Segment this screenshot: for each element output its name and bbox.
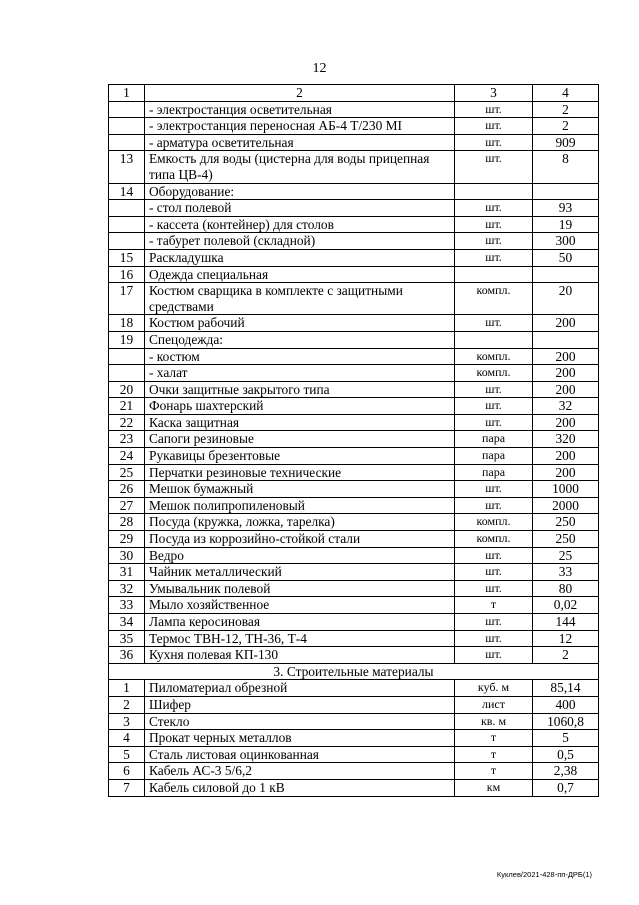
table-row [109, 398, 599, 415]
item-quantity: 0,7 [533, 779, 599, 796]
item-number [109, 200, 145, 217]
table-row [109, 233, 599, 250]
table-row [109, 630, 599, 647]
item-quantity: 32 [533, 398, 599, 415]
item-quantity: 2,38 [533, 763, 599, 780]
table-row [109, 414, 599, 431]
item-number: 21 [109, 398, 145, 415]
item-name: Умывальник полевой [145, 580, 455, 597]
item-name: Лампа керосиновая [145, 614, 455, 631]
item-number: 26 [109, 481, 145, 498]
header-cell: 3 [455, 85, 533, 102]
table-row [109, 647, 599, 664]
item-number: 34 [109, 614, 145, 631]
item-quantity: 1060,8 [533, 713, 599, 730]
item-unit: компл. [455, 531, 533, 548]
item-name: Кабель АС-3 5/6,2 [145, 763, 455, 780]
item-name: Стекло [145, 713, 455, 730]
item-number: 14 [109, 183, 145, 200]
item-unit: компл. [455, 348, 533, 365]
table-row [109, 497, 599, 514]
item-name: Сталь листовая оцинкованная [145, 746, 455, 763]
table-row [109, 249, 599, 266]
item-name: Мешок бумажный [145, 481, 455, 498]
item-number [109, 216, 145, 233]
table-row [109, 331, 599, 348]
item-quantity: 1000 [533, 481, 599, 498]
item-quantity: 0,02 [533, 597, 599, 614]
table-row [109, 118, 599, 135]
item-unit: шт. [455, 101, 533, 118]
item-name: Мешок полипропиленовый [145, 497, 455, 514]
table-row [109, 431, 599, 448]
item-number [109, 233, 145, 250]
item-number [109, 348, 145, 365]
item-quantity: 200 [533, 365, 599, 382]
item-unit: км [455, 779, 533, 796]
item-name: Посуда из коррозийно-стойкой стали [145, 531, 455, 548]
item-unit [455, 183, 533, 200]
item-number: 33 [109, 597, 145, 614]
table-row [109, 365, 599, 382]
item-number: 23 [109, 431, 145, 448]
item-unit: компл. [455, 514, 533, 531]
item-name: Спецодежда: [145, 331, 455, 348]
item-unit: шт. [455, 580, 533, 597]
item-number [109, 101, 145, 118]
item-number: 13 [109, 151, 145, 183]
item-number: 6 [109, 763, 145, 780]
item-number: 28 [109, 514, 145, 531]
item-unit: шт. [455, 381, 533, 398]
table-row [109, 134, 599, 151]
header-cell: 4 [533, 85, 599, 102]
item-name: Чайник металлический [145, 564, 455, 581]
item-number: 30 [109, 547, 145, 564]
item-name: Ведро [145, 547, 455, 564]
item-quantity: 93 [533, 200, 599, 217]
item-quantity: 400 [533, 696, 599, 713]
item-name: Одежда специальная [145, 266, 455, 283]
item-number: 17 [109, 283, 145, 315]
table-row [109, 597, 599, 614]
table-row [109, 614, 599, 631]
item-number: 18 [109, 315, 145, 332]
item-unit: шт. [455, 134, 533, 151]
table-row [109, 713, 599, 730]
table-row [109, 101, 599, 118]
table-row [109, 696, 599, 713]
item-number: 32 [109, 580, 145, 597]
item-unit: шт. [455, 497, 533, 514]
item-quantity: 250 [533, 514, 599, 531]
item-name: Шифер [145, 696, 455, 713]
page-number: 12 [312, 61, 327, 76]
item-name: Емкость для воды (цистерна для воды прицепная типа ЦВ-4) [145, 151, 455, 183]
item-name: Костюм сварщика в комплекте с защитными средствами [145, 283, 455, 315]
table-row [109, 448, 599, 465]
item-quantity: 8 [533, 151, 599, 183]
table-row [109, 266, 599, 283]
item-name: - арматура осветительная [145, 134, 455, 151]
table-row [109, 216, 599, 233]
item-unit: т [455, 746, 533, 763]
table-row [109, 283, 599, 315]
item-unit: шт. [455, 249, 533, 266]
item-name: Пиломатериал обрезной [145, 680, 455, 697]
item-name: Кухня полевая КП-130 [145, 647, 455, 664]
table-row [109, 151, 599, 183]
item-unit: компл. [455, 283, 533, 315]
item-unit: шт. [455, 564, 533, 581]
item-number: 36 [109, 647, 145, 664]
table-row [109, 580, 599, 597]
item-unit [455, 266, 533, 283]
item-quantity: 5 [533, 730, 599, 747]
item-number: 25 [109, 464, 145, 481]
item-name: Фонарь шахтерский [145, 398, 455, 415]
item-number [109, 134, 145, 151]
item-unit: шт. [455, 315, 533, 332]
item-unit: т [455, 597, 533, 614]
item-number [109, 118, 145, 135]
document-code: Куклев/2021-428-пп-ДРБ(1) [496, 870, 592, 879]
item-quantity: 250 [533, 531, 599, 548]
item-name: - электростанция переносная АБ-4 Т/230 МI [145, 118, 455, 135]
table-header-row [109, 85, 599, 102]
table-row [109, 315, 599, 332]
item-unit: шт. [455, 216, 533, 233]
item-quantity: 80 [533, 580, 599, 597]
item-unit: шт. [455, 200, 533, 217]
item-quantity: 200 [533, 464, 599, 481]
inventory-table [108, 84, 599, 797]
item-quantity: 85,14 [533, 680, 599, 697]
item-number: 29 [109, 531, 145, 548]
item-name: Раскладушка [145, 249, 455, 266]
section-title: 3. Строительные материалы [109, 663, 599, 680]
item-quantity: 0,5 [533, 746, 599, 763]
item-name: Кабель силовой до 1 кВ [145, 779, 455, 796]
item-name: Термос ТВН-12, ТН-36, Т-4 [145, 630, 455, 647]
table-row [109, 564, 599, 581]
item-unit: кв. м [455, 713, 533, 730]
item-number: 15 [109, 249, 145, 266]
item-unit: пара [455, 464, 533, 481]
item-number: 22 [109, 414, 145, 431]
table-row [109, 547, 599, 564]
item-name: Рукавицы брезентовые [145, 448, 455, 465]
item-quantity: 20 [533, 283, 599, 315]
item-number: 24 [109, 448, 145, 465]
item-quantity: 200 [533, 315, 599, 332]
table-row [109, 514, 599, 531]
item-name: - кассета (контейнер) для столов [145, 216, 455, 233]
item-unit: шт. [455, 630, 533, 647]
table-row [109, 200, 599, 217]
table-row [109, 381, 599, 398]
item-unit: т [455, 730, 533, 747]
table-row [109, 730, 599, 747]
item-quantity [533, 331, 599, 348]
item-quantity: 2 [533, 647, 599, 664]
item-unit: шт. [455, 118, 533, 135]
item-quantity: 33 [533, 564, 599, 581]
item-number: 2 [109, 696, 145, 713]
header-cell: 1 [109, 85, 145, 102]
item-unit: шт. [455, 547, 533, 564]
item-number [109, 365, 145, 382]
table-row [109, 464, 599, 481]
item-unit: шт. [455, 414, 533, 431]
table-row [109, 481, 599, 498]
table-row [109, 680, 599, 697]
item-name: - костюм [145, 348, 455, 365]
item-unit: куб. м [455, 680, 533, 697]
item-unit [455, 331, 533, 348]
item-number: 3 [109, 713, 145, 730]
item-quantity: 200 [533, 448, 599, 465]
item-quantity: 909 [533, 134, 599, 151]
item-name: Перчатки резиновые технические [145, 464, 455, 481]
item-name: Посуда (кружка, ложка, тарелка) [145, 514, 455, 531]
item-number: 20 [109, 381, 145, 398]
item-name: Очки защитные закрытого типа [145, 381, 455, 398]
item-unit: т [455, 763, 533, 780]
item-name: Мыло хозяйственное [145, 597, 455, 614]
section-row [109, 663, 599, 680]
item-unit: шт. [455, 233, 533, 250]
item-name: Каска защитная [145, 414, 455, 431]
item-quantity: 320 [533, 431, 599, 448]
item-name: Сапоги резиновые [145, 431, 455, 448]
item-unit: шт. [455, 398, 533, 415]
item-unit: шт. [455, 481, 533, 498]
item-quantity: 2000 [533, 497, 599, 514]
item-quantity: 50 [533, 249, 599, 266]
item-number: 4 [109, 730, 145, 747]
item-name: - электростанция осветительная [145, 101, 455, 118]
item-unit: пара [455, 448, 533, 465]
table-row [109, 746, 599, 763]
item-number: 31 [109, 564, 145, 581]
item-number: 7 [109, 779, 145, 796]
item-number: 16 [109, 266, 145, 283]
item-name: Оборудование: [145, 183, 455, 200]
item-quantity: 300 [533, 233, 599, 250]
item-quantity: 19 [533, 216, 599, 233]
item-quantity: 144 [533, 614, 599, 631]
item-name: - стол полевой [145, 200, 455, 217]
item-unit: пара [455, 431, 533, 448]
item-number: 1 [109, 680, 145, 697]
item-quantity: 25 [533, 547, 599, 564]
item-name: - халат [145, 365, 455, 382]
table-row [109, 779, 599, 796]
item-quantity: 200 [533, 414, 599, 431]
table-row [109, 183, 599, 200]
item-quantity [533, 266, 599, 283]
item-quantity [533, 183, 599, 200]
table-row [109, 763, 599, 780]
item-number: 5 [109, 746, 145, 763]
item-quantity: 12 [533, 630, 599, 647]
header-cell: 2 [145, 85, 455, 102]
item-number: 27 [109, 497, 145, 514]
item-number: 19 [109, 331, 145, 348]
item-name: - табурет полевой (складной) [145, 233, 455, 250]
item-quantity: 200 [533, 348, 599, 365]
table-row [109, 531, 599, 548]
item-unit: шт. [455, 647, 533, 664]
item-unit: компл. [455, 365, 533, 382]
item-unit: шт. [455, 151, 533, 183]
item-unit: лист [455, 696, 533, 713]
item-name: Прокат черных металлов [145, 730, 455, 747]
item-quantity: 2 [533, 101, 599, 118]
item-unit: шт. [455, 614, 533, 631]
item-quantity: 2 [533, 118, 599, 135]
item-name: Костюм рабочий [145, 315, 455, 332]
item-number: 35 [109, 630, 145, 647]
table-row [109, 348, 599, 365]
item-quantity: 200 [533, 381, 599, 398]
